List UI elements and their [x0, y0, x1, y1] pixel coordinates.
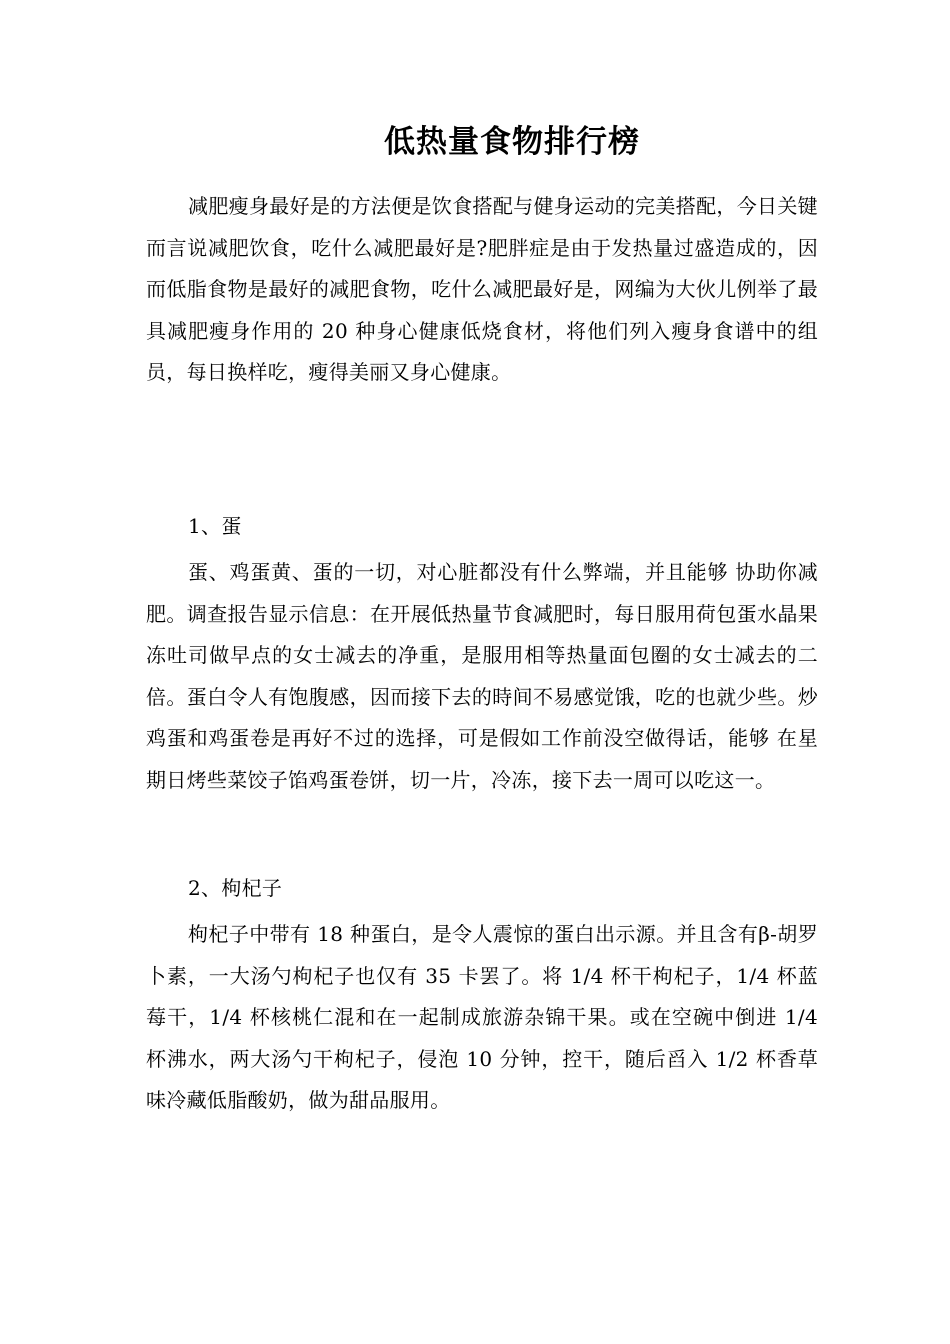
intro-block: [146, 186, 818, 394]
section-1-body-block: [146, 552, 818, 801]
section-2-heading-block: [146, 868, 818, 910]
section-paragraph: 蛋、鸡蛋黄、蛋的一切，对心脏都没有什么弊端，并且能够 协助你减肥。调查报告显示信息：在开展低热量节食减肥时，每日服用荷包蛋水晶果冻吐司做早点的女士减去的净重，是服用相等热量面包圈的女士减去的二倍。蛋白令人有饱腹感，因而接下去的時间不易感觉饿，吃的也就少些。炒鸡蛋和鸡蛋卷是再好不过的选择，可是假如工作前没空做得话，能够 在星期日烤些菜饺子馅鸡蛋卷饼，切一片，冷冻，接下去一周可以吃这一。: [146, 560, 818, 792]
section-heading: 1、蛋: [188, 514, 242, 538]
document-title: 低热量食物排行榜: [384, 124, 640, 160]
section-2-body-block: [146, 914, 818, 1122]
intro-paragraph: 减肥瘦身最好是的方法便是饮食搭配与健身运动的完美搭配，今日关键而言说减肥饮食，吃什么减肥最好是?肥胖症是由于发热量过盛造成的，因而低脂食物是最好的减肥食物，吃什么减肥最好是，网编为大伙儿例举了最具减肥瘦身作用的 20 种身心健康低烧食材，将他们列入瘦身食谱中的组员，每日换样吃，瘦得美丽又身心健康。: [146, 194, 818, 384]
section-heading: 2、枸杞子: [188, 876, 283, 900]
section-paragraph: 枸杞子中带有 18 种蛋白，是令人震惊的蛋白出示源。并且含有β-胡罗卜素，一大汤勺枸杞子也仅有 35 卡罢了。将 1/4 杯干枸杞子，1/4 杯蓝莓干，1/4 杯核桃仁混和在一起制成旅游杂锦干果。或在空碗中倒进 1/4 杯沸水，两大汤勺干枸杞子，侵泡 10 分钟，控干，随后舀入 1/2 杯香草味冷藏低脂酸奶，做为甜品服用。: [146, 922, 818, 1112]
section-1-heading-block: [146, 506, 818, 548]
